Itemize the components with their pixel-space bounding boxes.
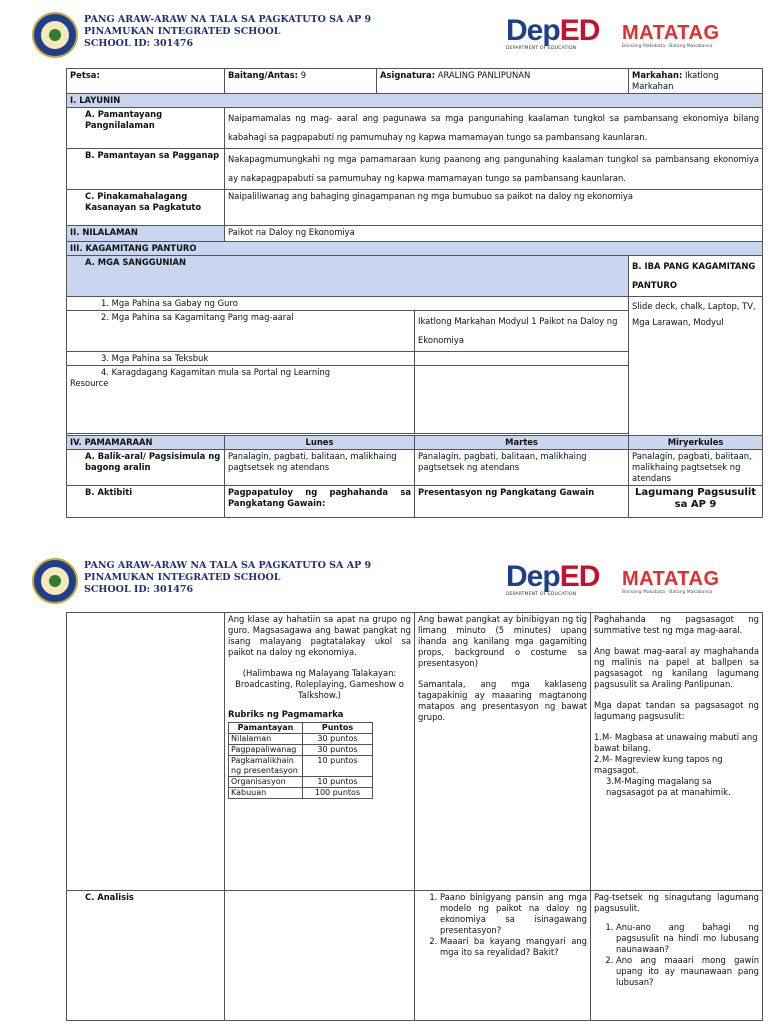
rubrik-row-value: 100 puntos <box>303 788 373 799</box>
header-line-1: PANG ARAW-ARAW NA TALA SA PAGKATUTO SA AP 9 <box>84 14 372 25</box>
asignatura-cell <box>377 69 629 94</box>
kasanayan-label: C. Pinakamahalagang Kasanayan sa Pagkatuto <box>67 190 225 226</box>
ref-kagamitang-value: Ikatlong Markahan Modyul 1 Paikot na Daloy ng Ekonomiya <box>415 311 629 352</box>
analisis-miy-question: 2. Ano ang maaari mong gawin upang ito ay maunawaan pang lubusan? <box>616 955 759 988</box>
markahan-cell <box>629 69 763 94</box>
miyerkules-heading: Miryerkules <box>629 436 763 450</box>
matatag-logo <box>622 22 720 49</box>
markahan-label: Markahan: <box>632 70 683 80</box>
miy-reminder-2: 2.M- Magreview kung tapos ng magsagot. <box>594 754 723 775</box>
miy-paragraph-1: Paghahanda ng pagsasagot ng summative test ng mga mag-aaral. <box>594 614 759 635</box>
header-text-2 <box>84 560 371 596</box>
school-seal-icon <box>32 558 78 604</box>
aktibiti-martes: Presentasyon ng Pangkatang Gawain <box>415 486 629 518</box>
iba-pang-kagamitan-value: Slide deck, chalk, Laptop, TV, Mga Larawan, Modyul <box>629 297 763 436</box>
markahan-value: Ikatlong Markahan <box>632 70 719 91</box>
header-line-2: PINAMUKAN INTEGRATED SCHOOL <box>84 26 281 37</box>
rubrik-row-key: Pagpapaliwanag <box>229 745 303 756</box>
ref-portal-value <box>415 366 629 434</box>
rubrik-row-value: 10 puntos <box>303 777 373 788</box>
lesson-plan-table-continued <box>66 612 763 1021</box>
deped-logo-b: ED <box>559 560 600 593</box>
aktibiti-miyerkules: Lagumang Pagsusulit sa AP 9 <box>629 486 763 518</box>
matatag-logo-sub: Bansang Makabata · Batang Makabansa <box>622 44 713 49</box>
aktibiti-lunes-details <box>225 613 415 891</box>
deped-logo-a: Dep <box>506 14 560 47</box>
petsa-label: Petsa: <box>67 69 225 94</box>
kasanayan-text: Naipaliliwanag ang bahaging ginagampanan ng mga bumubuo sa paikot na daloy ng ekonomiya <box>225 190 763 226</box>
aktibiti-lunes: Pagpapatuloy ng paghahanda sa Pangkatang Gawain: <box>225 486 415 518</box>
analisis-martes-list <box>418 892 587 958</box>
analisis-miy-intro: Pag-tsetsek ng sinagutang lagumang pagsusulit. <box>594 892 759 913</box>
analisis-martes-question: 1. Paano binigyang pansin ang mga modelo ng paikot na daloy ng ekonomiya sa isinagawang presentasyon? <box>440 892 587 936</box>
school-seal-icon <box>32 12 78 58</box>
ref-gabay-guro: 1. Mga Pahina sa Gabay ng Guro <box>67 297 629 311</box>
matatag-logo-sub: Bansang Makabata · Batang Makabansa <box>622 590 713 595</box>
header-text <box>84 14 371 50</box>
baitang-cell <box>225 69 377 94</box>
iba-pang-kagamitan-heading: B. IBA PANG KAGAMITANG PANTURO <box>629 256 763 297</box>
kagamitan-heading: III. KAGAMITANG PANTURO <box>67 242 763 256</box>
baitang-label: Baitang/Antas: <box>228 70 299 80</box>
ref-portal-line-1: 4. Karagdagang Kagamitan mula sa Portal ng Learning <box>101 367 331 377</box>
page-header <box>32 12 752 68</box>
ref-teksbuk: 3. Mga Pahina sa Teksbuk <box>67 352 415 366</box>
lunes-heading: Lunes <box>225 436 415 450</box>
page-2 <box>0 550 768 1024</box>
martes-heading: Martes <box>415 436 629 450</box>
deped-logo-sub: DEPARTMENT OF EDUCATION <box>506 592 577 597</box>
analisis-martes-question: 2. Maaari ba kayang mangyari ang mga ito sa reyalidad? Bakit? <box>440 936 587 958</box>
rubrik-head-puntos: Puntos <box>303 723 373 734</box>
analisis-miy-question: 1. Anu-ano ang bahagi ng pagsusulit na hindi mo lubusang naunawaan? <box>616 922 759 955</box>
layunin-heading: I. LAYUNIN <box>67 94 763 108</box>
sanggunian-heading: A. MGA SANGGUNIAN <box>67 256 629 297</box>
pamamaraan-heading: IV. PAMAMARAAN <box>67 436 225 450</box>
martes-paragraph-2: Samantala, ang mga kaklaseng tagapakinig ay maaaring magtanong matapos ang presentasyon ng bawat grupo. <box>418 679 587 722</box>
nilalaman-value: Paikot na Daloy ng Ekonomiya <box>225 226 763 242</box>
rubrik-title: Rubriks ng Pagmamarka <box>228 709 344 719</box>
miy-reminder-1: 1.M- Magbasa at unawaing mabuti ang bawat bilang. <box>594 732 758 753</box>
balik-aral-martes: Panalagin, pagbati, balitaan, malikhaing pagtsetsek ng atendans <box>415 450 629 486</box>
aktibiti-label: B. Aktibiti <box>67 486 225 518</box>
rubrik-row-key: Nilalaman <box>229 734 303 745</box>
rubrik-row-key: Organisasyon <box>229 777 303 788</box>
matatag-logo <box>622 568 720 595</box>
nilalaman-heading: II. NILALAMAN <box>67 226 225 242</box>
deped-logo-b: ED <box>559 14 600 47</box>
header-line-2: PINAMUKAN INTEGRATED SCHOOL <box>84 572 281 583</box>
lunes-paragraph-1: Ang klase ay hahatiin sa apat na grupo ng guro. Magsasagawa ang bawat pangkat ng isang malayang pagtatalakay ukol sa paikot na daloy ng ekonomiya. <box>228 614 411 657</box>
deped-logo-a: Dep <box>506 560 560 593</box>
asignatura-value: ARALING PANLIPUNAN <box>437 70 531 80</box>
aktibiti-continued-label <box>67 613 225 891</box>
header-line-3: SCHOOL ID: 301476 <box>84 584 194 595</box>
pamantayang-pangnilalaman-text: Naipamamalas ng mag- aaral ang pagunawa sa mga pangunahing kaalaman tungkol sa pambansang ekonomiya bilang kabahagi sa pagpapabuti ng pamumuhay ng kapwa mamamayan tungo sa pambansang kaunlaran. <box>225 108 763 149</box>
ref-portal <box>67 366 415 434</box>
lunes-paragraph-2: (Halimbawa ng Malayang Talakayan: Broadcasting, Roleplaying, Gameshow o Talkshow.) <box>235 668 404 700</box>
asignatura-label: Asignatura: <box>380 70 436 80</box>
baitang-value: 9 <box>300 70 307 80</box>
header-line-1: PANG ARAW-ARAW NA TALA SA PAGKATUTO SA AP 9 <box>84 560 372 571</box>
rubrik-row-key: Pagkamalikhain ng presentasyon <box>229 756 303 777</box>
rubrik-row-value: 30 puntos <box>303 745 373 756</box>
balik-aral-label: A. Balik-aral/ Pagsisimula ng bagong aralin <box>67 450 225 486</box>
ref-teksbuk-value <box>415 352 629 366</box>
miy-paragraph-2: Ang bawat mag-aaral ay maghahanda ng malinis na papel at ballpen sa pagsasagot ng kanilang lagumang pagsusulit sa Araling Panlipunan. <box>594 646 759 689</box>
aktibiti-martes-details <box>415 613 591 891</box>
deped-logo <box>506 16 616 58</box>
lesson-plan-table <box>66 68 763 518</box>
pamantayang-pangnilalaman-label: A. Pamantayang Pangnilalaman <box>67 108 225 149</box>
rubrik-row-value: 30 puntos <box>303 734 373 745</box>
pamantayan-pagganap-text: Nakapagmumungkahi ng mga pamamaraan kung paanong ang pangunahing kaalaman tungkol sa pambansang ekonomiya ay nakapagpapabuti sa pamumuhay ng kapwa mamamayan tungo sa pambansang kaunlaran. <box>225 149 763 190</box>
miy-reminder-3: 3.M-Maging magalang sa nagsasagot pa at manahimik. <box>606 776 731 797</box>
deped-logo-sub: DEPARTMENT OF EDUCATION <box>506 46 577 51</box>
rubrik-row-value: 10 puntos <box>303 756 373 777</box>
analisis-miyerkules <box>591 891 763 1021</box>
ref-portal-line-2: Resource <box>70 378 109 388</box>
balik-aral-miyerkules: Panalagin, pagbati, balitaan, malikhaing pagtsetsek ng atendans <box>629 450 763 486</box>
analisis-martes <box>415 891 591 1021</box>
page-header-2 <box>32 558 752 614</box>
pamantayan-pagganap-label: B. Pamantayan sa Pagganap <box>67 149 225 190</box>
rubrik-row-key: Kabuuan <box>229 788 303 799</box>
matatag-logo-word: MATATAG <box>622 568 720 590</box>
analisis-label: C. Analisis <box>67 891 225 1021</box>
aktibiti-miyerkules-details <box>591 613 763 891</box>
header-line-3: SCHOOL ID: 301476 <box>84 38 194 49</box>
balik-aral-lunes: Panalagin, pagbati, balitaan, malikhaing pagtsetsek ng atendans <box>225 450 415 486</box>
rubrik-table <box>228 722 373 799</box>
ref-kagamitang-mag-aaral: 2. Mga Pahina sa Kagamitang Pang mag-aaral <box>67 311 415 352</box>
analisis-lunes <box>225 891 415 1021</box>
deped-logo <box>506 562 616 604</box>
matatag-logo-word: MATATAG <box>622 22 720 44</box>
analisis-miy-list <box>594 922 759 988</box>
martes-paragraph-1: Ang bawat pangkat ay binibigyan ng tig limang minuto (5 minutes) upang ihanda ang kanilang mga gagamiting props, background o costume sa presentasyon) <box>418 614 587 668</box>
rubrik-head-pamantayan: Pamantayan <box>229 723 303 734</box>
miy-paragraph-3: Mga dapat tandan sa pagsasagot ng lagumang pagsusulit: <box>594 700 759 721</box>
